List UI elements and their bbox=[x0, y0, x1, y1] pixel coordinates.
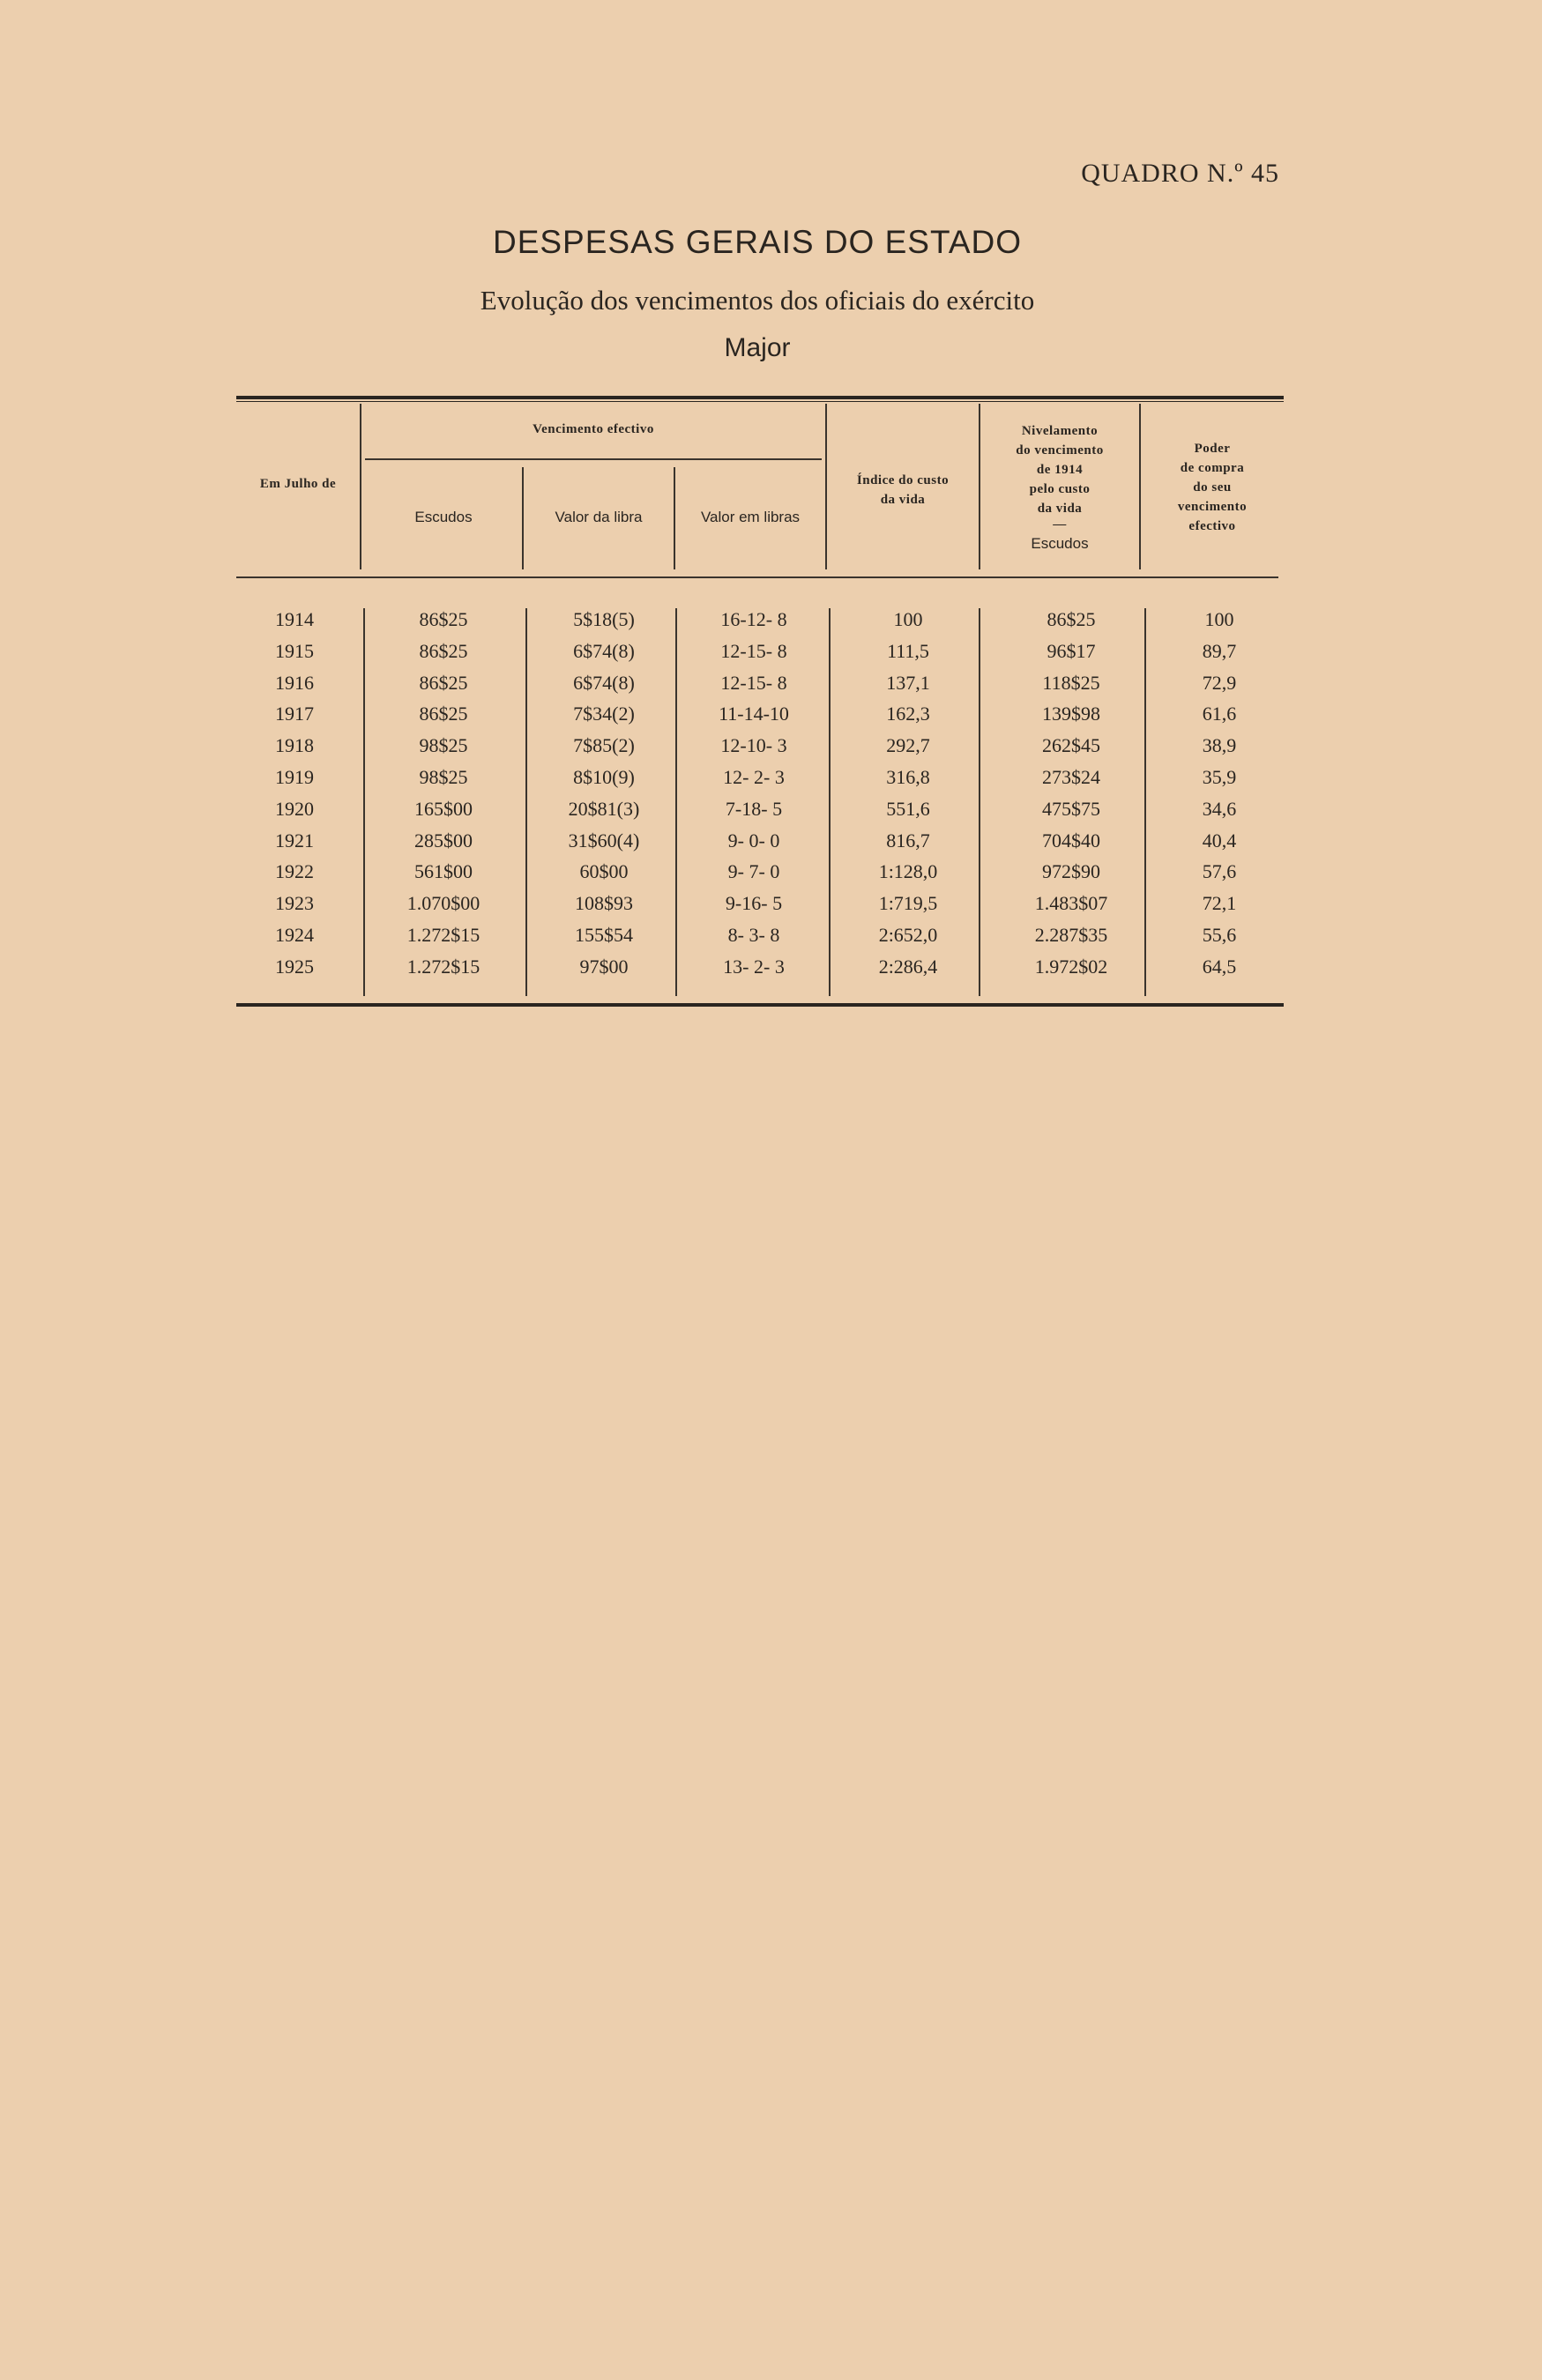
row-valor-da-libra: 5$18(5) bbox=[573, 608, 635, 630]
row-nivelamento: 704$40 bbox=[1042, 829, 1100, 852]
row-year: 1920 bbox=[275, 797, 314, 820]
row-indice: 1:128,0 bbox=[878, 860, 938, 883]
row-poder: 34,6 bbox=[1202, 797, 1237, 820]
row-poder: 55,6 bbox=[1202, 924, 1237, 946]
row-nivelamento: 972$90 bbox=[1042, 860, 1100, 883]
header-poder-line4: vencimento bbox=[1177, 500, 1248, 514]
row-year: 1919 bbox=[275, 766, 314, 788]
header-nivelamento-dash: — bbox=[1053, 517, 1067, 532]
row-valor-da-libra: 97$00 bbox=[579, 955, 629, 978]
row-valor-em-libras: 13- 2- 3 bbox=[723, 955, 785, 978]
row-nivelamento: 262$45 bbox=[1042, 734, 1100, 757]
row-poder: 35,9 bbox=[1202, 766, 1237, 788]
row-year: 1921 bbox=[275, 829, 314, 852]
row-poder: 72,1 bbox=[1202, 892, 1237, 915]
row-escudos: 86$25 bbox=[419, 703, 468, 725]
column-separator bbox=[363, 608, 365, 996]
row-year: 1917 bbox=[275, 703, 314, 725]
header-poder-line2: de compra bbox=[1180, 461, 1245, 475]
row-year: 1914 bbox=[275, 608, 314, 630]
header-vencimento-efectivo: Vencimento efectivo bbox=[533, 422, 654, 436]
header-em-julho: Em Julho de bbox=[259, 477, 337, 491]
row-nivelamento: 96$17 bbox=[1047, 639, 1096, 662]
row-poder: 72,9 bbox=[1202, 671, 1237, 694]
row-nivelamento: 139$98 bbox=[1042, 703, 1100, 725]
header-valor-da-libra: Valor da libra bbox=[555, 509, 643, 525]
header-nivelamento-line1: Nivelamento bbox=[1021, 424, 1099, 438]
row-escudos: 285$00 bbox=[414, 829, 473, 852]
row-poder: 89,7 bbox=[1202, 639, 1237, 662]
row-valor-da-libra: 6$74(8) bbox=[573, 639, 635, 662]
row-valor-em-libras: 8- 3- 8 bbox=[727, 924, 780, 946]
header-indice-line1: Índice do custo bbox=[856, 473, 950, 487]
row-poder: 40,4 bbox=[1202, 829, 1237, 852]
row-valor-em-libras: 9-16- 5 bbox=[725, 892, 783, 915]
row-nivelamento: 1.483$07 bbox=[1034, 892, 1108, 915]
row-valor-da-libra: 108$93 bbox=[575, 892, 633, 915]
header-escudos: Escudos bbox=[414, 509, 473, 525]
row-valor-em-libras: 16-12- 8 bbox=[720, 608, 787, 630]
header-separator bbox=[360, 404, 361, 569]
header-poder-line5: efectivo bbox=[1188, 519, 1236, 533]
row-nivelamento: 475$75 bbox=[1042, 797, 1100, 820]
table-top-rule bbox=[236, 396, 1284, 399]
row-poder: 57,6 bbox=[1202, 860, 1237, 883]
column-separator bbox=[525, 608, 527, 996]
row-poder: 61,6 bbox=[1202, 703, 1237, 725]
row-escudos: 98$25 bbox=[419, 734, 468, 757]
row-indice: 2:286,4 bbox=[878, 955, 938, 978]
header-indice-line2: da vida bbox=[880, 493, 926, 507]
header-nivelamento-line5: da vida bbox=[1037, 502, 1083, 516]
row-indice: 816,7 bbox=[886, 829, 930, 852]
row-indice: 551,6 bbox=[886, 797, 930, 820]
row-indice: 111,5 bbox=[887, 639, 929, 662]
row-nivelamento: 1.972$02 bbox=[1034, 955, 1108, 978]
row-escudos: 98$25 bbox=[419, 766, 468, 788]
row-valor-em-libras: 12-15- 8 bbox=[720, 639, 787, 662]
row-escudos: 165$00 bbox=[414, 797, 473, 820]
row-nivelamento: 118$25 bbox=[1042, 671, 1100, 694]
row-valor-em-libras: 11-14-10 bbox=[719, 703, 789, 725]
header-poder-line1: Poder bbox=[1194, 442, 1231, 456]
header-nivelamento-line3: de 1914 bbox=[1036, 463, 1084, 477]
row-year: 1924 bbox=[275, 924, 314, 946]
row-valor-da-libra: 8$10(9) bbox=[573, 766, 635, 788]
header-nivelamento-line2: do vencimento bbox=[1016, 443, 1104, 457]
row-year: 1922 bbox=[275, 860, 314, 883]
row-indice: 1:719,5 bbox=[878, 892, 938, 915]
page-title: DESPESAS GERAIS DO ESTADO bbox=[492, 224, 1023, 260]
row-valor-da-libra: 7$34(2) bbox=[573, 703, 635, 725]
row-indice: 292,7 bbox=[886, 734, 930, 757]
row-year: 1923 bbox=[275, 892, 314, 915]
header-nivelamento-line4: pelo custo bbox=[1029, 482, 1091, 496]
row-escudos: 1.272$15 bbox=[406, 955, 480, 978]
row-indice: 100 bbox=[893, 608, 923, 630]
table-bottom-rule bbox=[236, 1003, 1284, 1007]
header-divider bbox=[236, 576, 1278, 578]
row-escudos: 86$25 bbox=[419, 639, 468, 662]
row-valor-em-libras: 9- 7- 0 bbox=[727, 860, 780, 883]
row-nivelamento: 2.287$35 bbox=[1034, 924, 1108, 946]
row-indice: 137,1 bbox=[886, 671, 930, 694]
row-valor-em-libras: 9- 0- 0 bbox=[727, 829, 780, 852]
row-escudos: 1.272$15 bbox=[406, 924, 480, 946]
table-top-rule-thin bbox=[236, 401, 1284, 402]
row-valor-em-libras: 12- 2- 3 bbox=[723, 766, 785, 788]
row-escudos: 1.070$00 bbox=[406, 892, 480, 915]
row-poder: 100 bbox=[1204, 608, 1234, 630]
row-year: 1915 bbox=[275, 639, 314, 662]
row-poder: 64,5 bbox=[1202, 955, 1237, 978]
row-year: 1918 bbox=[275, 734, 314, 757]
column-separator bbox=[829, 608, 831, 996]
row-valor-em-libras: 7-18- 5 bbox=[725, 797, 783, 820]
row-valor-em-libras: 12-15- 8 bbox=[720, 671, 787, 694]
row-indice: 316,8 bbox=[886, 766, 930, 788]
row-escudos: 86$25 bbox=[419, 608, 468, 630]
row-nivelamento: 86$25 bbox=[1047, 608, 1096, 630]
header-valor-em-libras: Valor em libras bbox=[700, 509, 801, 525]
row-valor-da-libra: 6$74(8) bbox=[573, 671, 635, 694]
group-underline bbox=[365, 458, 822, 460]
row-valor-da-libra: 7$85(2) bbox=[573, 734, 635, 757]
row-poder: 38,9 bbox=[1202, 734, 1237, 757]
row-valor-da-libra: 155$54 bbox=[575, 924, 633, 946]
row-valor-da-libra: 31$60(4) bbox=[568, 829, 640, 852]
row-year: 1925 bbox=[275, 955, 314, 978]
header-poder-line3: do seu bbox=[1193, 480, 1232, 495]
row-nivelamento: 273$24 bbox=[1042, 766, 1100, 788]
header-nivelamento-escudos: Escudos bbox=[1031, 535, 1089, 552]
row-year: 1916 bbox=[275, 671, 314, 694]
row-indice: 2:652,0 bbox=[878, 924, 938, 946]
page-subtitle: Evolução dos vencimentos dos oficiais do exército bbox=[480, 285, 1035, 316]
row-valor-da-libra: 60$00 bbox=[579, 860, 629, 883]
row-valor-em-libras: 12-10- 3 bbox=[720, 734, 787, 757]
row-escudos: 86$25 bbox=[419, 671, 468, 694]
row-escudos: 561$00 bbox=[414, 860, 473, 883]
row-valor-da-libra: 20$81(3) bbox=[568, 797, 640, 820]
row-indice: 162,3 bbox=[886, 703, 930, 725]
rank-label: Major bbox=[724, 333, 791, 362]
table-number: QUADRO N.º 45 bbox=[1081, 159, 1279, 188]
